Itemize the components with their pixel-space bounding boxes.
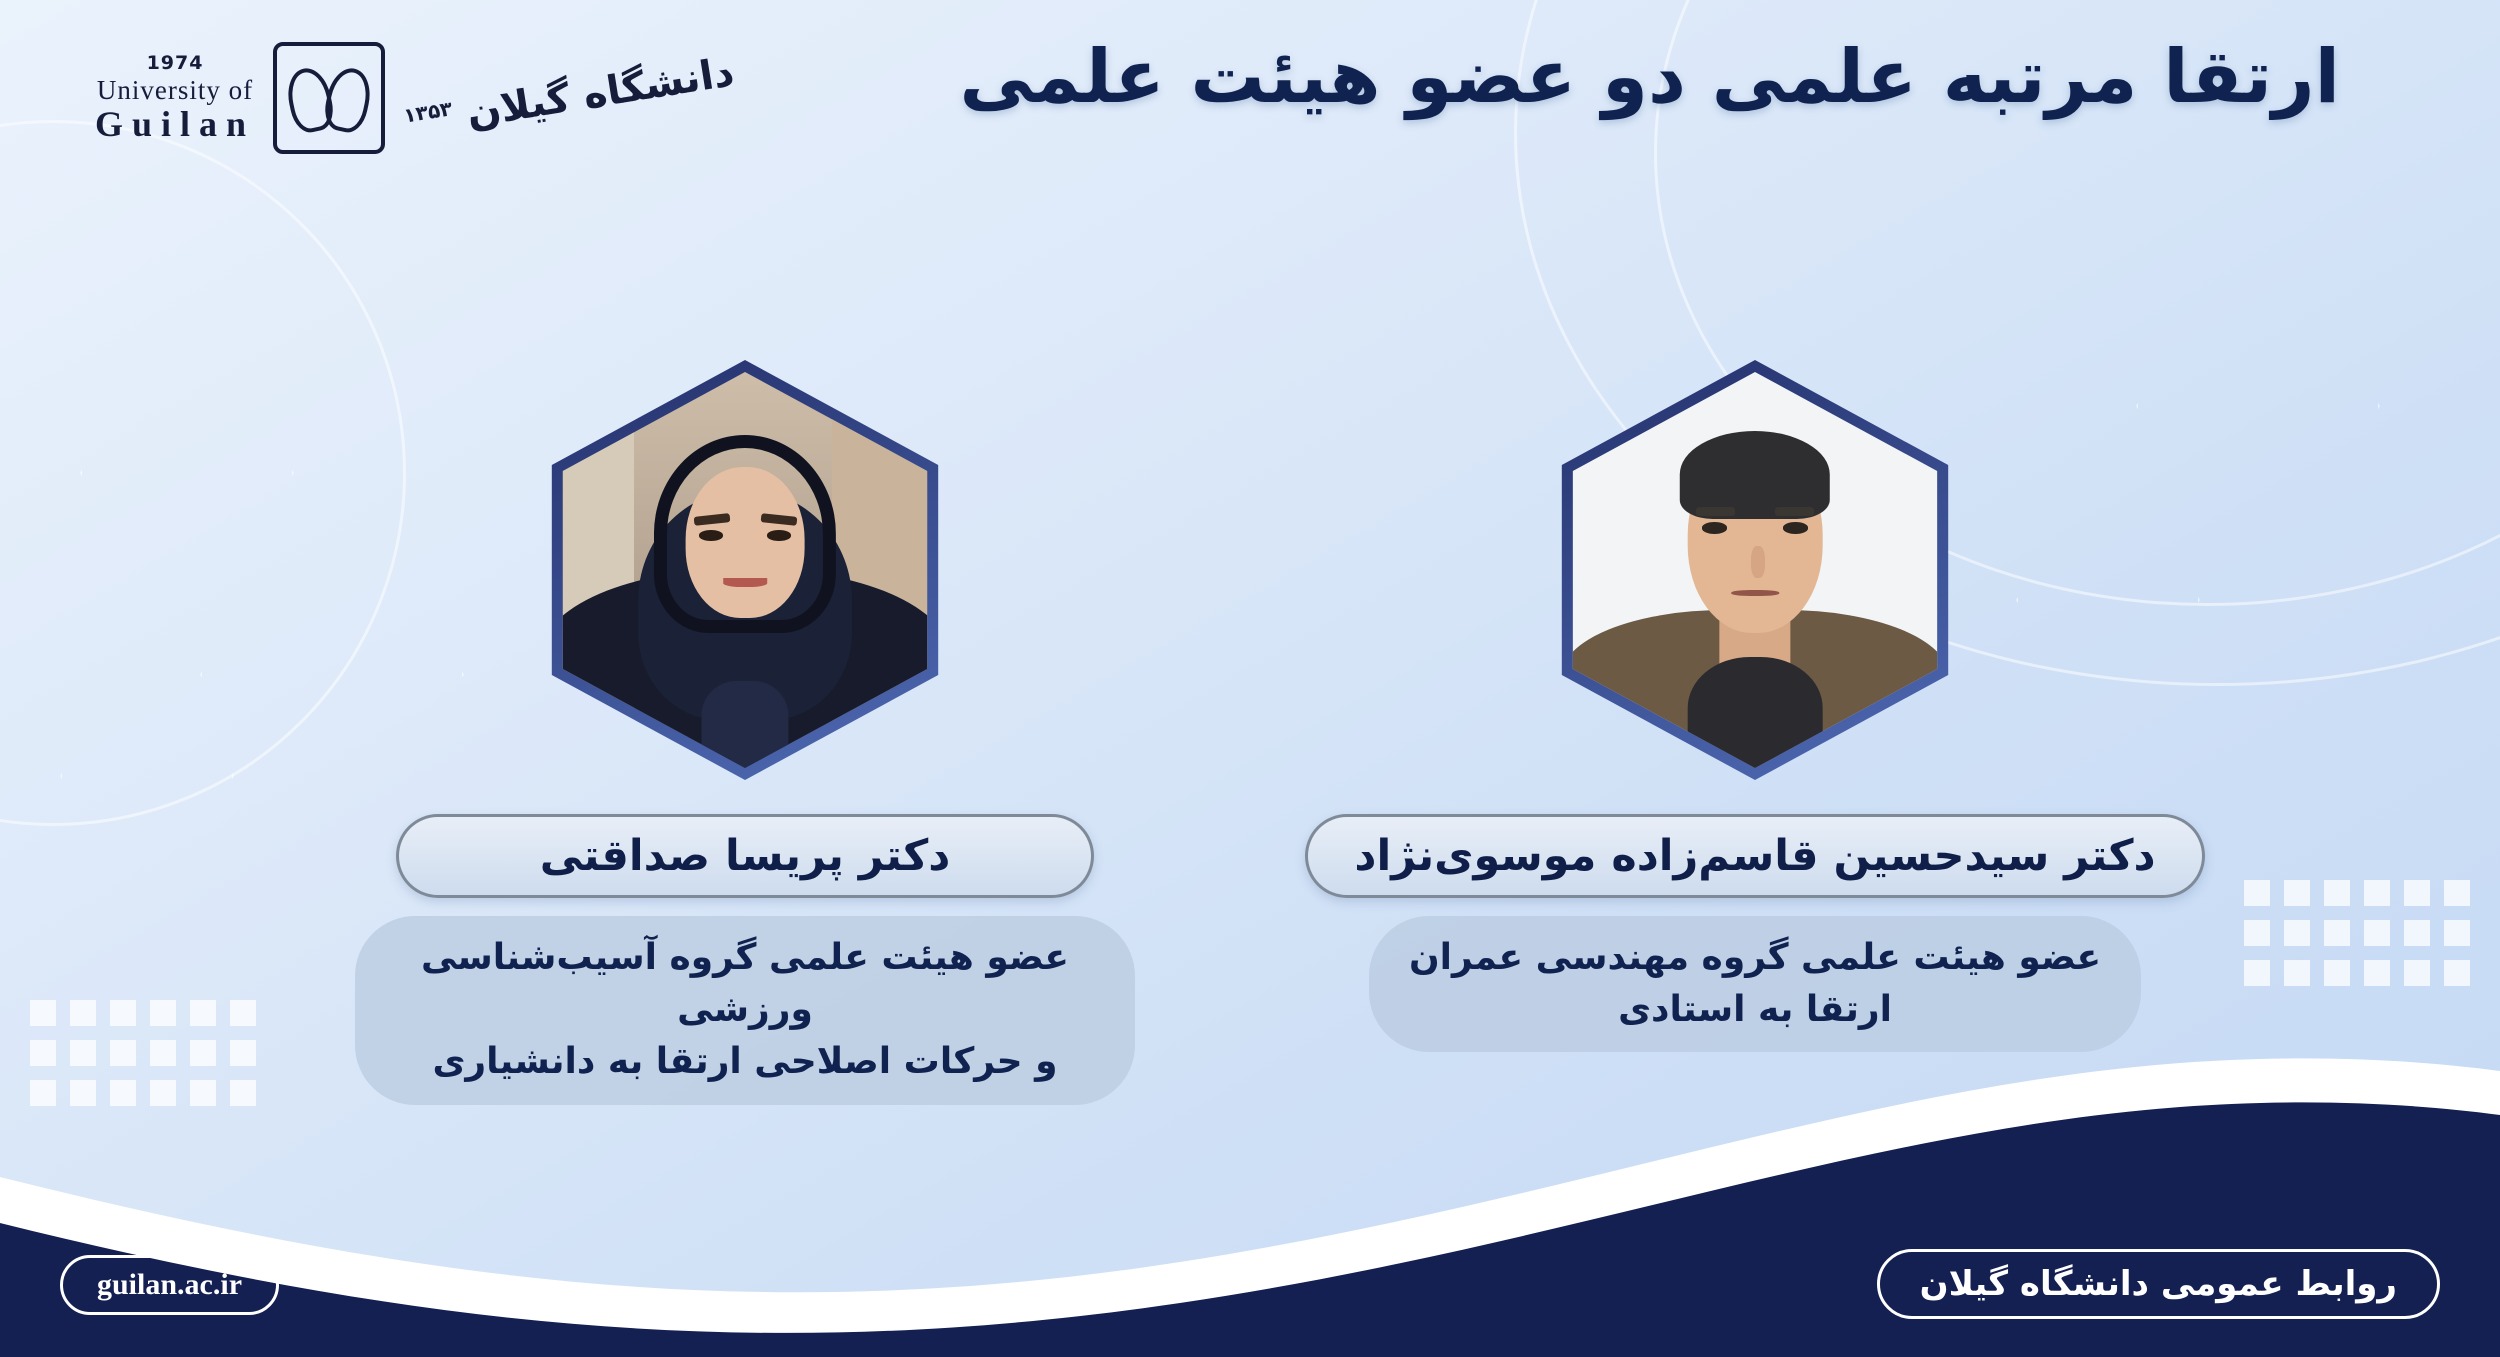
avatar — [1545, 360, 1965, 780]
logo-year-fa: ۱۳۵۳ — [401, 96, 454, 128]
logo-persian-text — [402, 49, 738, 146]
logo-university-name: Guilan — [95, 104, 256, 144]
avatar — [535, 360, 955, 780]
faculty-name: دکتر پریسا صداقتی — [396, 814, 1094, 898]
website-url-badge[interactable]: guilan.ac.ir — [60, 1255, 279, 1315]
faculty-list — [0, 360, 2500, 1105]
faculty-card-sedaghati — [355, 360, 1135, 1105]
faculty-name: دکتر سیدحسین قاسم‌زاده موسوی‌نژاد — [1305, 814, 2204, 898]
logo-university-fa: دانشگاه گیلان — [463, 49, 738, 137]
portrait-image-female — [547, 372, 943, 768]
faculty-role-line-1: عضو هیئت علمی گروه مهندسی عمران — [1408, 937, 2102, 978]
faculty-card-mousavinezhad — [1354, 360, 2156, 1105]
logo-english-text — [95, 54, 255, 142]
faculty-role-line-1: عضو هیئت علمی گروه آسیب‌شناسی ورزشی — [420, 937, 1070, 1031]
logo-emblem-icon — [273, 42, 385, 154]
faculty-role-line-2: ارتقا به استادی — [1618, 989, 1892, 1031]
public-relations-badge: روابط عمومی دانشگاه گیلان — [1877, 1249, 2440, 1319]
page-title: ارتقا مرتبه علمی دو عضو هیئت علمی — [959, 34, 2340, 120]
portrait-image-male — [1557, 372, 1953, 768]
logo-university-word: University of — [96, 75, 254, 105]
university-logo — [95, 42, 740, 154]
logo-year: 1974 — [146, 52, 204, 74]
faculty-role-line-2: و حرکات اصلاحی ارتقا به دانشیاری — [432, 1041, 1058, 1083]
